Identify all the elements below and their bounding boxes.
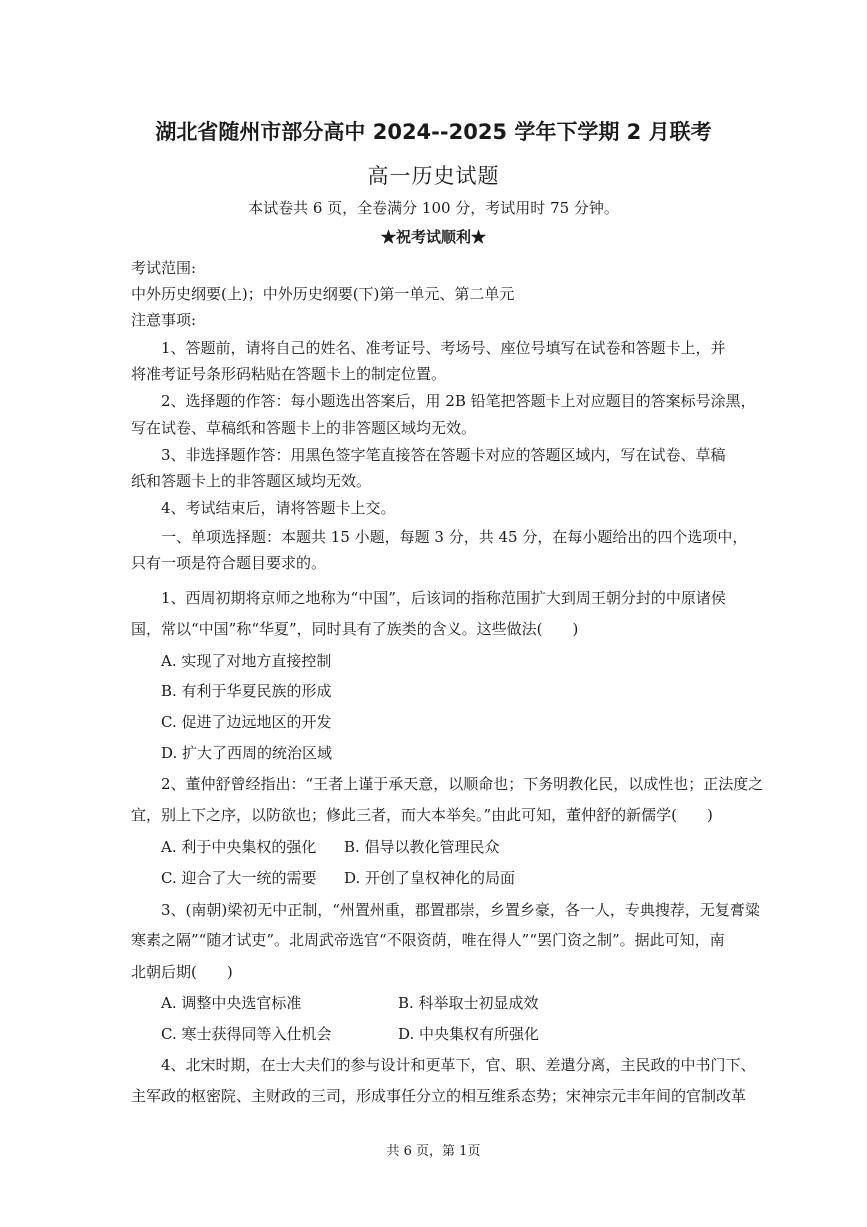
question-3-option-a: A. 调整中央选官标准: [161, 994, 302, 1012]
question-3-stem: 寒素之隔”“随才试吏”。北周武帝选官“不限资荫，唯在得人”“罢门资之制”。据此可知，南: [131, 931, 725, 949]
question-2-stem: 2、董仲舒曾经指出：“王者上谨于承天意，以顺命也；下务明教化民，以成性也；正法度之: [161, 775, 764, 793]
question-1-stem: 1、西周初期将京师之地称为“中国”，后该词的指称范围扩大到周王朝分封的中原诸侯: [161, 589, 726, 607]
question-3-option-b: B. 科举取士初显成效: [398, 994, 539, 1012]
note-line: 3、非选择题作答：用黑色签字笔直接答在答题卡对应的答题区域内，写在试卷、草稿: [161, 446, 726, 464]
question-2-option-c: C. 迎合了大一统的需要: [161, 869, 317, 887]
question-3-option-c: C. 寒士获得同等入仕机会: [161, 1025, 332, 1043]
question-3-option-d: D. 中央集权有所强化: [398, 1025, 540, 1043]
question-4-stem: 4、北宋时期，在士大夫们的参与设计和更革下，官、职、差遣分离，主民政的中书门下、: [161, 1056, 756, 1074]
question-2-option-d: D. 开创了皇权神化的局面: [344, 869, 516, 887]
question-1-option-b: B. 有利于华夏民族的形成: [161, 682, 332, 700]
question-1-option-d: D. 扩大了西周的统治区域: [161, 744, 333, 762]
question-4-stem: 主军政的枢密院、主财政的三司，形成事任分立的相互维系态势；宋神宗元丰年间的官制改革: [131, 1087, 747, 1105]
notes-label: 注意事项:: [131, 311, 197, 329]
scope-label: 考试范围:: [131, 259, 197, 277]
scope-value: 中外历史纲要(上)；中外历史纲要(下)第一单元、第二单元: [131, 285, 515, 303]
note-line: 纸和答题卡上的非答题区域均无效。: [131, 472, 372, 490]
exam-title: 湖北省随州市部分高中 2024--2025 学年下学期 2 月联考: [155, 120, 712, 144]
exam-info: 本试卷共 6 页，全卷满分 100 分，考试用时 75 分钟。: [248, 199, 619, 217]
good-luck-line: ★祝考试顺利★: [380, 228, 486, 246]
note-line: 1、答题前，请将自己的姓名、准考证号、考场号、座位号填写在试卷和答题卡上，并: [161, 339, 726, 357]
subject-title: 高一历史试题: [367, 164, 500, 188]
section-heading: 只有一项是符合题目要求的。: [131, 554, 327, 572]
question-2-option-a: A. 利于中央集权的强化: [161, 838, 317, 856]
note-line: 4、考试结束后，请将答题卡上交。: [161, 499, 396, 517]
question-3-stem: 北朝后期( ): [131, 963, 233, 981]
section-heading: 一、单项选择题：本题共 15 小题，每题 3 分，共 45 分，在每小题给出的四个选项中，: [161, 528, 748, 546]
note-line: 将准考证号条形码粘贴在答题卡上的制定位置。: [131, 365, 447, 383]
note-line: 写在试卷、草稿纸和答题卡上的非答题区域均无效。: [131, 419, 477, 437]
question-1-option-a: A. 实现了对地方直接控制: [161, 652, 332, 670]
page-footer: 共 6 页，第 1页: [386, 1144, 481, 1159]
question-2-stem: 宜，别上下之序，以防欲也；修此三者，而大本举矣。”由此可知，董仲舒的新儒学( ): [131, 806, 713, 824]
question-3-stem: 3、(南朝)梁初无中正制，“州置州重，郡置郡崇，乡置乡豪，各一人，专典搜荐，无复膏粱: [161, 901, 760, 919]
question-1-option-c: C. 促进了边远地区的开发: [161, 713, 332, 731]
question-1-stem: 国，常以“中国”称“华夏”，同时具有了族类的含义。这些做法( ): [131, 620, 579, 638]
question-2-option-b: B. 倡导以教化管理民众: [344, 838, 500, 856]
note-line: 2、选择题的作答：每小题选出答案后，用 2B 铅笔把答题卡上对应题目的答案标号涂黑，: [161, 392, 756, 410]
